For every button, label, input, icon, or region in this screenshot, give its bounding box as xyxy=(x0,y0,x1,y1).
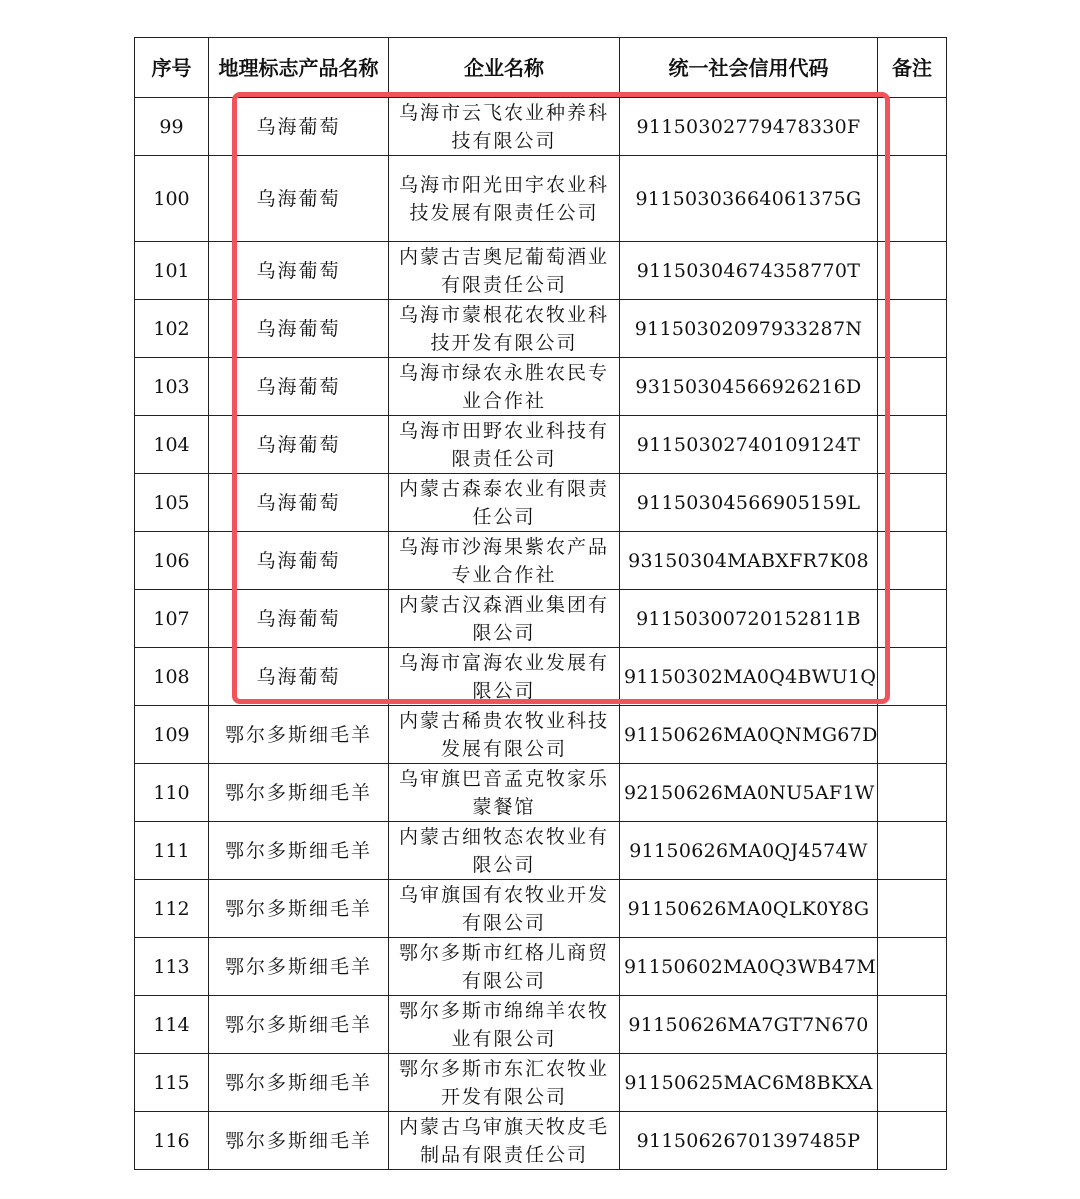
row-company: 鄂尔多斯市东汇农牧业开发有限公司 xyxy=(389,1054,620,1112)
row-index: 102 xyxy=(135,300,209,358)
row-product: 乌海葡萄 xyxy=(209,156,389,242)
row-product: 鄂尔多斯细毛羊 xyxy=(209,764,389,822)
row-company: 乌海市绿农永胜农民专业合作社 xyxy=(389,358,620,416)
row-code: 93150304566926216D xyxy=(620,358,878,416)
row-index: 107 xyxy=(135,590,209,648)
row-product: 乌海葡萄 xyxy=(209,532,389,590)
row-code: 91150625MAC6M8BKXA xyxy=(620,1054,878,1112)
row-note xyxy=(878,706,947,764)
row-index: 111 xyxy=(135,822,209,880)
row-company: 乌海市云飞农业种养科技有限公司 xyxy=(389,98,620,156)
row-code: 91150626MA0QLK0Y8G xyxy=(620,880,878,938)
enterprise-table xyxy=(134,37,947,1170)
row-product: 鄂尔多斯细毛羊 xyxy=(209,1054,389,1112)
row-code: 93150304MABXFR7K08 xyxy=(620,532,878,590)
row-company: 内蒙古稀贵农牧业科技发展有限公司 xyxy=(389,706,620,764)
table-row xyxy=(135,938,947,996)
row-note xyxy=(878,358,947,416)
row-index: 116 xyxy=(135,1112,209,1170)
row-note xyxy=(878,98,947,156)
row-code: 91150302740109124T xyxy=(620,416,878,474)
row-product: 鄂尔多斯细毛羊 xyxy=(209,996,389,1054)
header-product: 地理标志产品名称 xyxy=(209,38,389,98)
row-note xyxy=(878,1054,947,1112)
row-company: 乌海市阳光田宇农业科技发展有限责任公司 xyxy=(389,156,620,242)
row-index: 101 xyxy=(135,242,209,300)
row-index: 106 xyxy=(135,532,209,590)
row-product: 鄂尔多斯细毛羊 xyxy=(209,1112,389,1170)
table-row xyxy=(135,590,947,648)
row-index: 100 xyxy=(135,156,209,242)
row-product: 乌海葡萄 xyxy=(209,358,389,416)
row-company: 内蒙古吉奥尼葡萄酒业有限责任公司 xyxy=(389,242,620,300)
row-index: 110 xyxy=(135,764,209,822)
row-index: 105 xyxy=(135,474,209,532)
row-product: 乌海葡萄 xyxy=(209,590,389,648)
row-product: 乌海葡萄 xyxy=(209,300,389,358)
row-company: 乌海市蒙根花农牧业科技开发有限公司 xyxy=(389,300,620,358)
row-note xyxy=(878,822,947,880)
table-row xyxy=(135,156,947,242)
row-code: 91150626701397485P xyxy=(620,1112,878,1170)
row-product: 鄂尔多斯细毛羊 xyxy=(209,822,389,880)
row-product: 乌海葡萄 xyxy=(209,474,389,532)
table-row xyxy=(135,98,947,156)
row-index: 99 xyxy=(135,98,209,156)
row-code: 91150602MA0Q3WB47M xyxy=(620,938,878,996)
row-company: 乌海市富海农业发展有限公司 xyxy=(389,648,620,706)
row-company: 内蒙古乌审旗天牧皮毛制品有限责任公司 xyxy=(389,1112,620,1170)
row-note xyxy=(878,416,947,474)
row-code: 91150626MA0QJ4574W xyxy=(620,822,878,880)
row-company: 鄂尔多斯市红格儿商贸有限公司 xyxy=(389,938,620,996)
row-product: 乌海葡萄 xyxy=(209,416,389,474)
row-note xyxy=(878,242,947,300)
row-company: 乌海市沙海果紫农产品专业合作社 xyxy=(389,532,620,590)
row-code: 91150302097933287N xyxy=(620,300,878,358)
header-company: 企业名称 xyxy=(389,38,620,98)
row-code: 91150302779478330F xyxy=(620,98,878,156)
row-code: 92150626MA0NU5AF1W xyxy=(620,764,878,822)
row-index: 114 xyxy=(135,996,209,1054)
table-row xyxy=(135,822,947,880)
table-row xyxy=(135,532,947,590)
row-index: 109 xyxy=(135,706,209,764)
row-product: 鄂尔多斯细毛羊 xyxy=(209,880,389,938)
header-note: 备注 xyxy=(878,38,947,98)
row-code: 91150303664061375G xyxy=(620,156,878,242)
row-company: 鄂尔多斯市绵绵羊农牧业有限公司 xyxy=(389,996,620,1054)
row-company: 乌海市田野农业科技有限责任公司 xyxy=(389,416,620,474)
table-body xyxy=(135,98,947,1170)
row-company: 内蒙古森泰农业有限责任公司 xyxy=(389,474,620,532)
row-index: 112 xyxy=(135,880,209,938)
table-row xyxy=(135,358,947,416)
row-note xyxy=(878,474,947,532)
row-note xyxy=(878,764,947,822)
header-code: 统一社会信用代码 xyxy=(620,38,878,98)
row-company: 乌审旗巴音孟克牧家乐蒙餐馆 xyxy=(389,764,620,822)
row-index: 115 xyxy=(135,1054,209,1112)
row-product: 鄂尔多斯细毛羊 xyxy=(209,938,389,996)
row-note xyxy=(878,300,947,358)
row-index: 103 xyxy=(135,358,209,416)
row-code: 91150304566905159L xyxy=(620,474,878,532)
table-row xyxy=(135,764,947,822)
row-index: 108 xyxy=(135,648,209,706)
table-row xyxy=(135,1054,947,1112)
row-code: 91150626MA7GT7N670 xyxy=(620,996,878,1054)
table-header-row xyxy=(135,38,947,98)
table-row xyxy=(135,648,947,706)
table-row xyxy=(135,706,947,764)
row-product: 乌海葡萄 xyxy=(209,242,389,300)
row-note xyxy=(878,996,947,1054)
table-row xyxy=(135,996,947,1054)
row-code: 91150304674358770T xyxy=(620,242,878,300)
row-code: 91150302MA0Q4BWU1Q xyxy=(620,648,878,706)
table-row xyxy=(135,416,947,474)
row-note xyxy=(878,590,947,648)
row-note xyxy=(878,938,947,996)
row-code: 91150626MA0QNMG67D xyxy=(620,706,878,764)
row-note xyxy=(878,532,947,590)
table-row xyxy=(135,242,947,300)
row-company: 内蒙古汉森酒业集团有限公司 xyxy=(389,590,620,648)
row-note xyxy=(878,880,947,938)
table-row xyxy=(135,300,947,358)
row-company: 内蒙古细牧态农牧业有限公司 xyxy=(389,822,620,880)
row-note xyxy=(878,1112,947,1170)
row-product: 鄂尔多斯细毛羊 xyxy=(209,706,389,764)
row-index: 104 xyxy=(135,416,209,474)
row-company: 乌审旗国有农牧业开发有限公司 xyxy=(389,880,620,938)
table-row xyxy=(135,880,947,938)
row-note xyxy=(878,648,947,706)
row-code: 91150300720152811B xyxy=(620,590,878,648)
row-note xyxy=(878,156,947,242)
table-row xyxy=(135,1112,947,1170)
row-product: 乌海葡萄 xyxy=(209,648,389,706)
table-row xyxy=(135,474,947,532)
row-product: 乌海葡萄 xyxy=(209,98,389,156)
header-index: 序号 xyxy=(135,38,209,98)
row-index: 113 xyxy=(135,938,209,996)
